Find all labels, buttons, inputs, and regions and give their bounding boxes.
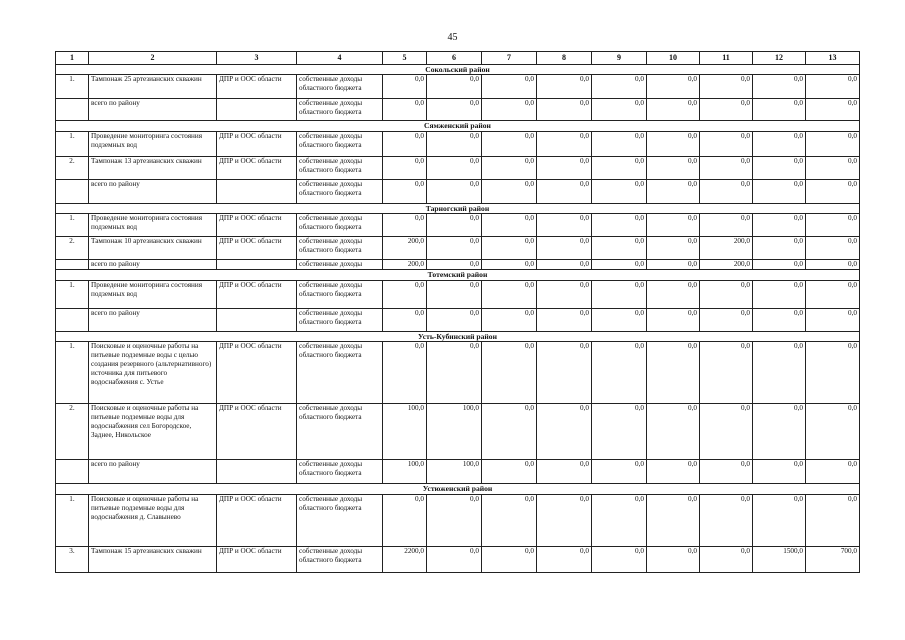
- row-number: 1.: [56, 494, 89, 546]
- value-cell: 0,0: [482, 280, 537, 308]
- table-row: [56, 308, 860, 331]
- funding-source: собственные доходы областного бюджета: [297, 404, 383, 460]
- value-cell: 0,0: [537, 179, 592, 203]
- table-row: [56, 75, 860, 99]
- executor: ДПР и ООС области: [217, 214, 297, 237]
- header-cell: 4: [297, 52, 383, 65]
- value-cell: 0,0: [806, 494, 860, 546]
- value-cell: 0,0: [647, 75, 700, 99]
- table-row: [56, 179, 860, 203]
- value-cell: 0,0: [482, 75, 537, 99]
- header-cell: 10: [647, 52, 700, 65]
- header-cell: 11: [700, 52, 753, 65]
- value-cell: 0,0: [647, 308, 700, 331]
- table-row: [56, 280, 860, 308]
- value-cell: 0,0: [806, 260, 860, 270]
- value-cell: 0,0: [537, 237, 592, 260]
- value-cell: 0,0: [647, 156, 700, 179]
- value-cell: 0,0: [427, 546, 482, 572]
- value-cell: 0,0: [806, 342, 860, 404]
- activity-name: Тампонаж 15 артезианских скважин: [89, 546, 217, 572]
- value-cell: 0,0: [537, 460, 592, 484]
- table-row: [56, 214, 860, 237]
- funding-source: собственные доходы областного бюджета: [297, 308, 383, 331]
- table-row: [56, 99, 860, 121]
- funding-source: собственные доходы областного бюджета: [297, 179, 383, 203]
- funding-source: собственные доходы областного бюджета: [297, 214, 383, 237]
- value-cell: 0,0: [427, 179, 482, 203]
- value-cell: 0,0: [647, 546, 700, 572]
- executor: ДПР и ООС области: [217, 404, 297, 460]
- activity-name: Тампонаж 25 артезианских скважин: [89, 75, 217, 99]
- value-cell: 0,0: [753, 494, 806, 546]
- value-cell: 0,0: [537, 156, 592, 179]
- value-cell: 0,0: [700, 75, 753, 99]
- section-row: [56, 484, 860, 494]
- page-number: 45: [447, 32, 458, 43]
- value-cell: 0,0: [753, 214, 806, 237]
- row-number: 2.: [56, 237, 89, 260]
- row-number: 1.: [56, 214, 89, 237]
- funding-source: собственные доходы областного бюджета: [297, 280, 383, 308]
- value-cell: 0,0: [592, 179, 647, 203]
- row-number: [56, 99, 89, 121]
- value-cell: 0,0: [427, 342, 482, 404]
- row-number: 1.: [56, 342, 89, 404]
- value-cell: 0,0: [753, 460, 806, 484]
- executor: ДПР и ООС области: [217, 131, 297, 156]
- value-cell: 0,0: [427, 494, 482, 546]
- table-row: [56, 494, 860, 546]
- funding-source: собственные доходы областного бюджета: [297, 342, 383, 404]
- value-cell: 0,0: [482, 156, 537, 179]
- value-cell: 0,0: [753, 342, 806, 404]
- table-row: [56, 342, 860, 404]
- value-cell: 0,0: [753, 75, 806, 99]
- value-cell: 0,0: [537, 131, 592, 156]
- value-cell: 0,0: [700, 460, 753, 484]
- executor: [217, 308, 297, 331]
- activity-name: Тампонаж 13 артезианских скважин: [89, 156, 217, 179]
- value-cell: 0,0: [700, 131, 753, 156]
- row-number: [56, 179, 89, 203]
- value-cell: 0,0: [537, 494, 592, 546]
- value-cell: 2200,0: [383, 546, 427, 572]
- value-cell: 0,0: [592, 260, 647, 270]
- section-row: [56, 121, 860, 131]
- header-cell: 1: [56, 52, 89, 65]
- value-cell: 0,0: [647, 99, 700, 121]
- value-cell: 0,0: [806, 156, 860, 179]
- value-cell: 0,0: [592, 75, 647, 99]
- value-cell: 0,0: [647, 280, 700, 308]
- value-cell: 0,0: [482, 260, 537, 270]
- row-number: [56, 460, 89, 484]
- activity-name: Поисковые и оценочные работы на питьевые подземные воды с целью создания резервного (альтернативного) источника для питьевого водоснабжения с. Устье: [89, 342, 217, 404]
- activity-name: всего по району: [89, 260, 217, 270]
- table-row: [56, 404, 860, 460]
- row-number: 3.: [56, 546, 89, 572]
- value-cell: 0,0: [753, 308, 806, 331]
- value-cell: 0,0: [592, 214, 647, 237]
- value-cell: 0,0: [537, 308, 592, 331]
- value-cell: 0,0: [700, 546, 753, 572]
- value-cell: 0,0: [383, 156, 427, 179]
- activity-name: Тампонаж 10 артезианских скважин: [89, 237, 217, 260]
- header-cell: 8: [537, 52, 592, 65]
- section-row: [56, 331, 860, 341]
- activity-name: Поисковые и оценочные работы на питьевые подземные воды для водоснабжения д. Славынево: [89, 494, 217, 546]
- value-cell: 100,0: [383, 460, 427, 484]
- value-cell: 0,0: [647, 214, 700, 237]
- value-cell: 0,0: [700, 342, 753, 404]
- value-cell: 0,0: [482, 342, 537, 404]
- value-cell: 0,0: [806, 237, 860, 260]
- value-cell: 0,0: [537, 280, 592, 308]
- header-cell: 7: [482, 52, 537, 65]
- value-cell: 0,0: [753, 179, 806, 203]
- value-cell: 0,0: [482, 404, 537, 460]
- section-title: Сямженский район: [56, 121, 860, 131]
- value-cell: 0,0: [537, 214, 592, 237]
- funding-source: собственные доходы областного бюджета: [297, 99, 383, 121]
- table-row: [56, 546, 860, 572]
- section-title: Устюженский район: [56, 484, 860, 494]
- value-cell: 0,0: [647, 260, 700, 270]
- activity-name: Проведение мониторинга состояния подземных вод: [89, 214, 217, 237]
- executor: [217, 260, 297, 270]
- table-row: [56, 260, 860, 270]
- value-cell: 0,0: [753, 131, 806, 156]
- value-cell: 0,0: [427, 308, 482, 331]
- value-cell: 0,0: [592, 460, 647, 484]
- value-cell: 0,0: [700, 280, 753, 308]
- value-cell: 0,0: [383, 342, 427, 404]
- value-cell: 0,0: [482, 214, 537, 237]
- value-cell: 0,0: [700, 179, 753, 203]
- header-cell: 9: [592, 52, 647, 65]
- funding-source: собственные доходы областного бюджета: [297, 156, 383, 179]
- value-cell: 0,0: [482, 131, 537, 156]
- value-cell: 0,0: [383, 280, 427, 308]
- value-cell: 0,0: [383, 75, 427, 99]
- value-cell: 0,0: [592, 131, 647, 156]
- activity-name: Проведение мониторинга состояния подземных вод: [89, 131, 217, 156]
- value-cell: 0,0: [806, 179, 860, 203]
- header-cell: 2: [89, 52, 217, 65]
- row-number: 1.: [56, 75, 89, 99]
- header-row: [56, 52, 860, 65]
- value-cell: 0,0: [647, 342, 700, 404]
- activity-name: всего по району: [89, 179, 217, 203]
- value-cell: 0,0: [383, 179, 427, 203]
- table-body: [56, 52, 860, 573]
- value-cell: 0,0: [537, 404, 592, 460]
- value-cell: 0,0: [482, 460, 537, 484]
- value-cell: 0,0: [537, 75, 592, 99]
- value-cell: 0,0: [482, 308, 537, 331]
- value-cell: 0,0: [427, 75, 482, 99]
- funding-source: собственные доходы областного бюджета: [297, 546, 383, 572]
- value-cell: 700,0: [806, 546, 860, 572]
- activity-name: Поисковые и оценочные работы на питьевые подземные воды для водоснабжения сел Богородское, Заднее, Никольское: [89, 404, 217, 460]
- value-cell: 0,0: [592, 99, 647, 121]
- row-number: 1.: [56, 131, 89, 156]
- row-number: 2.: [56, 156, 89, 179]
- table-row: [56, 131, 860, 156]
- table-row: [56, 460, 860, 484]
- funding-source: собственные доходы областного бюджета: [297, 237, 383, 260]
- value-cell: 0,0: [383, 131, 427, 156]
- row-number: [56, 308, 89, 331]
- value-cell: 0,0: [806, 460, 860, 484]
- value-cell: 0,0: [592, 342, 647, 404]
- value-cell: 0,0: [753, 260, 806, 270]
- funding-source: собственные доходы областного бюджета: [297, 460, 383, 484]
- value-cell: 0,0: [427, 237, 482, 260]
- value-cell: 0,0: [427, 214, 482, 237]
- funding-source: собственные доходы областного бюджета: [297, 494, 383, 546]
- value-cell: 0,0: [753, 404, 806, 460]
- value-cell: 0,0: [592, 494, 647, 546]
- value-cell: 0,0: [482, 546, 537, 572]
- value-cell: 0,0: [806, 214, 860, 237]
- value-cell: 0,0: [482, 494, 537, 546]
- value-cell: 0,0: [806, 131, 860, 156]
- value-cell: 0,0: [427, 131, 482, 156]
- value-cell: 0,0: [537, 260, 592, 270]
- executor: ДПР и ООС области: [217, 342, 297, 404]
- activity-name: всего по району: [89, 308, 217, 331]
- header-cell: 3: [217, 52, 297, 65]
- value-cell: 0,0: [592, 280, 647, 308]
- section-title: Усть-Кубинский район: [56, 331, 860, 341]
- value-cell: 100,0: [427, 404, 482, 460]
- executor: [217, 460, 297, 484]
- executor: [217, 99, 297, 121]
- value-cell: 0,0: [806, 280, 860, 308]
- executor: ДПР и ООС области: [217, 156, 297, 179]
- value-cell: 0,0: [753, 156, 806, 179]
- value-cell: 0,0: [482, 237, 537, 260]
- budget-table: [55, 51, 860, 573]
- executor: ДПР и ООС области: [217, 280, 297, 308]
- executor: ДПР и ООС области: [217, 75, 297, 99]
- value-cell: 0,0: [806, 99, 860, 121]
- value-cell: 0,0: [383, 308, 427, 331]
- section-title: Сокольский район: [56, 65, 860, 75]
- value-cell: 0,0: [537, 99, 592, 121]
- header-cell: 5: [383, 52, 427, 65]
- executor: ДПР и ООС области: [217, 237, 297, 260]
- value-cell: 0,0: [700, 404, 753, 460]
- header-cell: 12: [753, 52, 806, 65]
- funding-source: собственные доходы областного бюджета: [297, 131, 383, 156]
- value-cell: 0,0: [427, 156, 482, 179]
- section-title: Тарногский район: [56, 203, 860, 213]
- value-cell: 0,0: [753, 280, 806, 308]
- value-cell: 0,0: [700, 308, 753, 331]
- value-cell: 0,0: [592, 237, 647, 260]
- executor: ДПР и ООС области: [217, 494, 297, 546]
- value-cell: 200,0: [700, 237, 753, 260]
- activity-name: всего по району: [89, 460, 217, 484]
- value-cell: 0,0: [383, 214, 427, 237]
- activity-name: всего по району: [89, 99, 217, 121]
- value-cell: 0,0: [700, 494, 753, 546]
- value-cell: 0,0: [647, 460, 700, 484]
- value-cell: 0,0: [647, 179, 700, 203]
- value-cell: 0,0: [753, 237, 806, 260]
- row-number: [56, 260, 89, 270]
- value-cell: 0,0: [427, 99, 482, 121]
- executor: [217, 179, 297, 203]
- value-cell: 0,0: [806, 75, 860, 99]
- row-number: 1.: [56, 280, 89, 308]
- value-cell: 200,0: [383, 237, 427, 260]
- header-cell: 6: [427, 52, 482, 65]
- value-cell: 0,0: [592, 404, 647, 460]
- value-cell: 0,0: [383, 99, 427, 121]
- table-row: [56, 156, 860, 179]
- value-cell: 200,0: [383, 260, 427, 270]
- value-cell: 0,0: [806, 308, 860, 331]
- section-row: [56, 203, 860, 213]
- value-cell: 0,0: [700, 214, 753, 237]
- value-cell: 0,0: [753, 99, 806, 121]
- section-row: [56, 270, 860, 280]
- table-row: [56, 237, 860, 260]
- value-cell: 0,0: [427, 260, 482, 270]
- value-cell: 0,0: [383, 494, 427, 546]
- value-cell: 0,0: [482, 99, 537, 121]
- value-cell: 100,0: [427, 460, 482, 484]
- funding-source: собственные доходы областного бюджета: [297, 75, 383, 99]
- value-cell: 0,0: [482, 179, 537, 203]
- value-cell: 0,0: [647, 237, 700, 260]
- value-cell: 0,0: [592, 156, 647, 179]
- section-row: [56, 65, 860, 75]
- value-cell: 0,0: [592, 546, 647, 572]
- row-number: 2.: [56, 404, 89, 460]
- value-cell: 0,0: [647, 131, 700, 156]
- value-cell: 0,0: [647, 494, 700, 546]
- value-cell: 0,0: [537, 342, 592, 404]
- value-cell: 0,0: [592, 308, 647, 331]
- value-cell: 0,0: [647, 404, 700, 460]
- value-cell: 0,0: [700, 99, 753, 121]
- value-cell: 0,0: [806, 404, 860, 460]
- value-cell: 1500,0: [753, 546, 806, 572]
- value-cell: 0,0: [427, 280, 482, 308]
- header-cell: 13: [806, 52, 860, 65]
- activity-name: Проведение мониторинга состояния подземных вод: [89, 280, 217, 308]
- value-cell: 200,0: [700, 260, 753, 270]
- value-cell: 0,0: [700, 156, 753, 179]
- section-title: Тотемский район: [56, 270, 860, 280]
- executor: ДПР и ООС области: [217, 546, 297, 572]
- funding-source: собственные доходы: [297, 260, 383, 270]
- value-cell: 100,0: [383, 404, 427, 460]
- value-cell: 0,0: [537, 546, 592, 572]
